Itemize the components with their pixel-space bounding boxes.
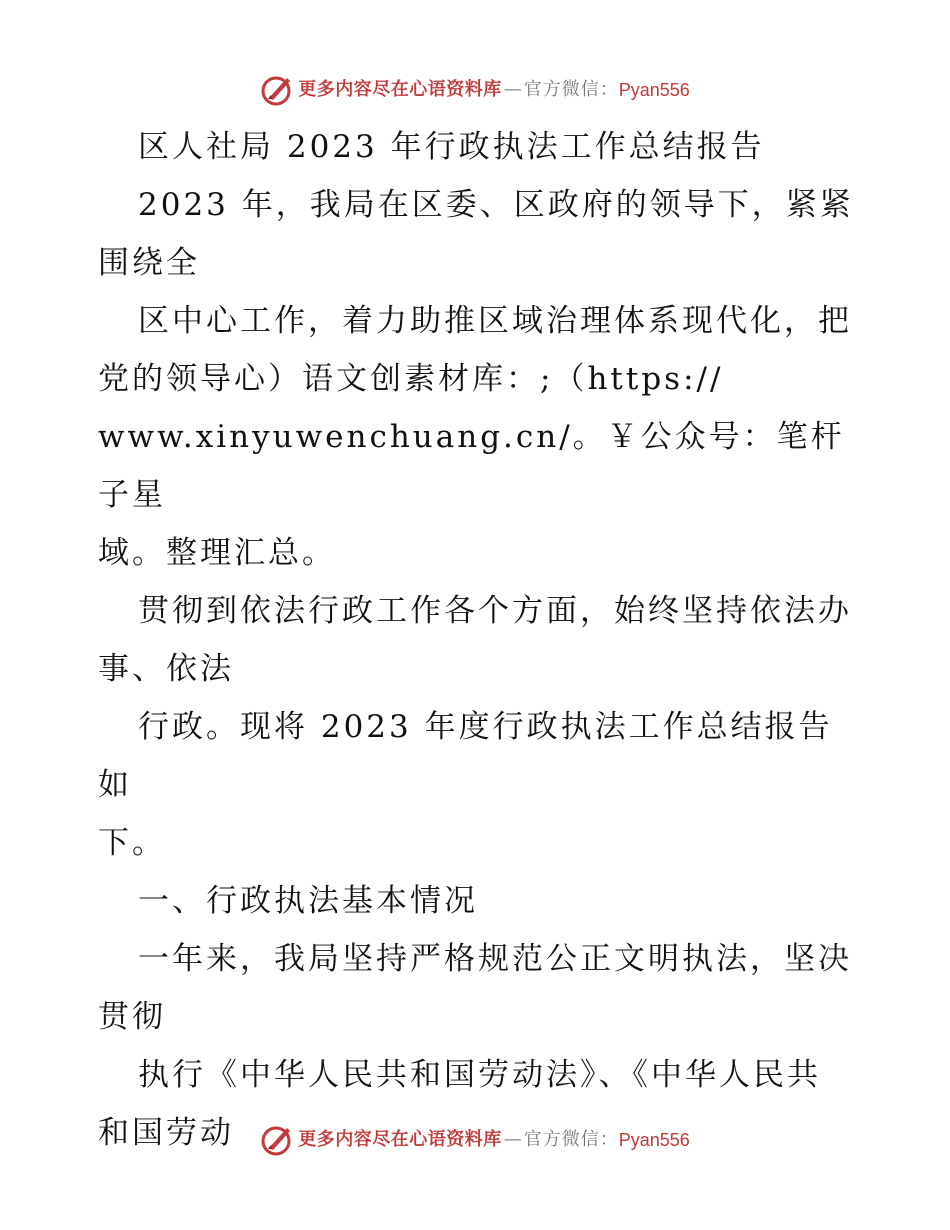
watermark-dash: — <box>503 1129 522 1150</box>
watermark-label: 官方微信： <box>523 79 619 100</box>
paragraph-line: 下。 <box>98 825 166 861</box>
paragraph-line: 行政。现将 2023 年度行政执法工作总结报告如 <box>98 709 833 803</box>
paragraph-line: 党的领导心）语文创素材库：;（https:// <box>98 361 724 397</box>
quill-logo-icon <box>260 1123 294 1157</box>
paragraph-line: 域。整理汇总。 <box>98 535 336 571</box>
watermark-main-text: 更多内容尽在心语资料库 <box>298 79 502 100</box>
watermark-main-text: 更多内容尽在心语资料库 <box>298 1129 502 1150</box>
paragraph-line: 一年来，我局坚持严格规范公正文明执法，坚决 <box>138 941 852 977</box>
quill-logo-icon <box>260 73 294 107</box>
paragraph-line: 区中心工作，着力助推区域治理体系现代化，把 <box>138 303 852 339</box>
watermark-dash: — <box>503 79 522 100</box>
document-body <box>98 118 858 1162</box>
paragraph-line: 2023 年，我局在区委、区政府的领导下，紧紧 <box>138 187 854 223</box>
paragraph-line: 贯彻 <box>98 999 166 1035</box>
paragraph-line: 执行《中华人民共和国劳动法》、《中华人民共 <box>138 1057 821 1093</box>
document-title: 区人社局 2023 年行政执法工作总结报告 <box>138 129 765 165</box>
watermark-wechat-id: Pyan556 <box>618 80 690 100</box>
watermark-label: 官方微信： <box>523 1129 619 1150</box>
paragraph-line: 贯彻到依法行政工作各个方面，始终坚持依法办 <box>138 593 852 629</box>
watermark-header <box>0 70 950 110</box>
section-heading: 一、行政执法基本情况 <box>138 883 478 919</box>
paragraph-line: 事、依法 <box>98 651 234 687</box>
paragraph-line: 围绕全 <box>98 245 200 281</box>
paragraph-line: 和国劳动 <box>98 1115 234 1151</box>
watermark-wechat-id: Pyan556 <box>618 1130 690 1150</box>
watermark-footer <box>0 1120 950 1160</box>
paragraph-line: www.xinyuwenchuang.cn/。￥公众号：笔杆子星 <box>98 419 845 513</box>
